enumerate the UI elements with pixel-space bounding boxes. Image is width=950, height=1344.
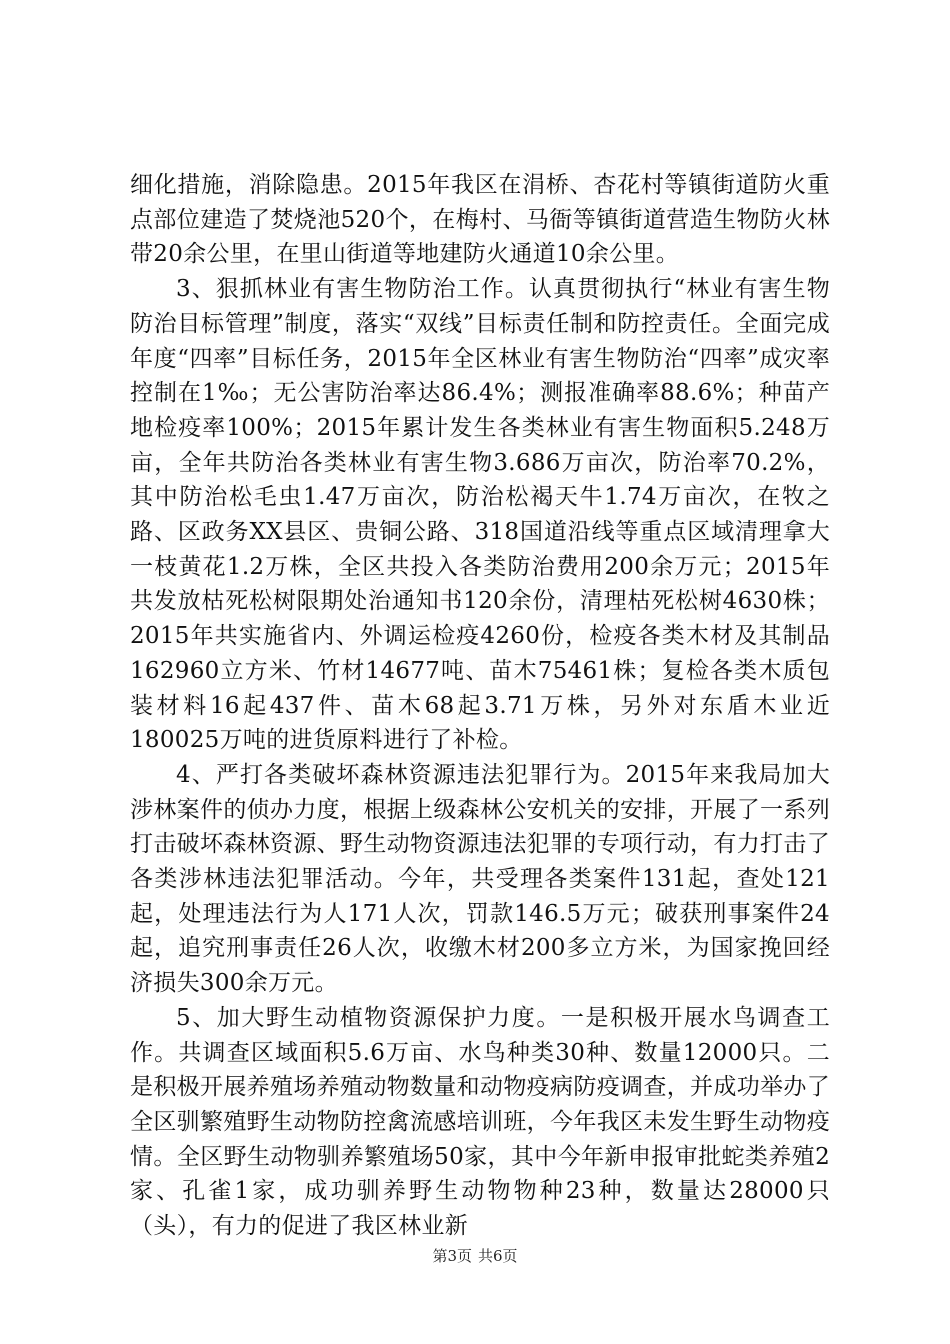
page-footer (0, 1245, 950, 1266)
paragraph-wildlife-protection: 5、加大野生动植物资源保护力度。一是积极开展水鸟调查工作。共调查区域面积5.6万亩、水鸟种类30种、数量12000只。二是积极开展养殖场养殖动物数量和动物疫病防疫调查，并成功举办了全区驯繁殖野生动物防控禽流感培训班，今年我区未发生野生动物疫情。全区野生动物驯养繁殖场50家，其中今年新申报审批蛇类养殖2家、孔雀1家，成功驯养野生动物物种23种，数量达28000只（头），有力的促进了我区林业新 (130, 1004, 830, 1240)
page-number: 第3页 (432, 1247, 472, 1265)
page-total: 共6页 (478, 1247, 518, 1265)
paragraph-forest-crime: 4、严打各类破坏森林资源违法犯罪行为。2015年来我局加大涉林案件的侦办力度，根据上级森林公安机关的安排，开展了一系列打击破坏森林资源、野生动物资源违法犯罪的专项行动，有力打击了各类涉林违法犯罪活动。今年，共受理各类案件131起，查处121起，处理违法行为人171人次，罚款146.5万元；破获刑事案件24起，追究刑事责任26人次，收缴木材200多立方米，为国家挽回经济损失300余万元。 (130, 761, 830, 997)
document-body (130, 168, 830, 1244)
paragraph-pest-control: 3、狠抓林业有害生物防治工作。认真贯彻执行“林业有害生物防治目标管理”制度，落实“双线”目标责任制和防控责任。全面完成年度“四率”目标任务，2015年全区林业有害生物防治“四率”成灾率控制在1‰；无公害防治率达86.4%；测报准确率88.6%；种苗产地检疫率100%；2015年累计发生各类林业有害生物面积5.248万亩，全年共防治各类林业有害生物3.686万亩次，防治率70.2%，其中防治松毛虫1.47万亩次，防治松褐天牛1.74万亩次，在牧之路、区政务XX县区、贵铜公路、318国道沿线等重点区域清理拿大一枝黄花1.2万株，全区共投入各类防治费用200余万元；2015年共发放枯死松树限期处治通知书120余份，清理枯死松树4630株；2015年共实施省内、外调运检疫4260份，检疫各类木材及其制品162960立方米、竹材14677吨、苗木75461株；复检各类木质包装材料16起437件、苗木68起3.71万株，另外对东盾木业近180025万吨的进货原料进行了补检。 (130, 276, 830, 754)
paragraph-fire-prevention: 细化措施，消除隐患。2015年我区在涓桥、杏花村等镇街道防火重点部位建造了焚烧池520个，在梅村、马衙等镇街道营造生物防火林带20余公里，在里山街道等地建防火通道10余公里。 (130, 172, 830, 268)
